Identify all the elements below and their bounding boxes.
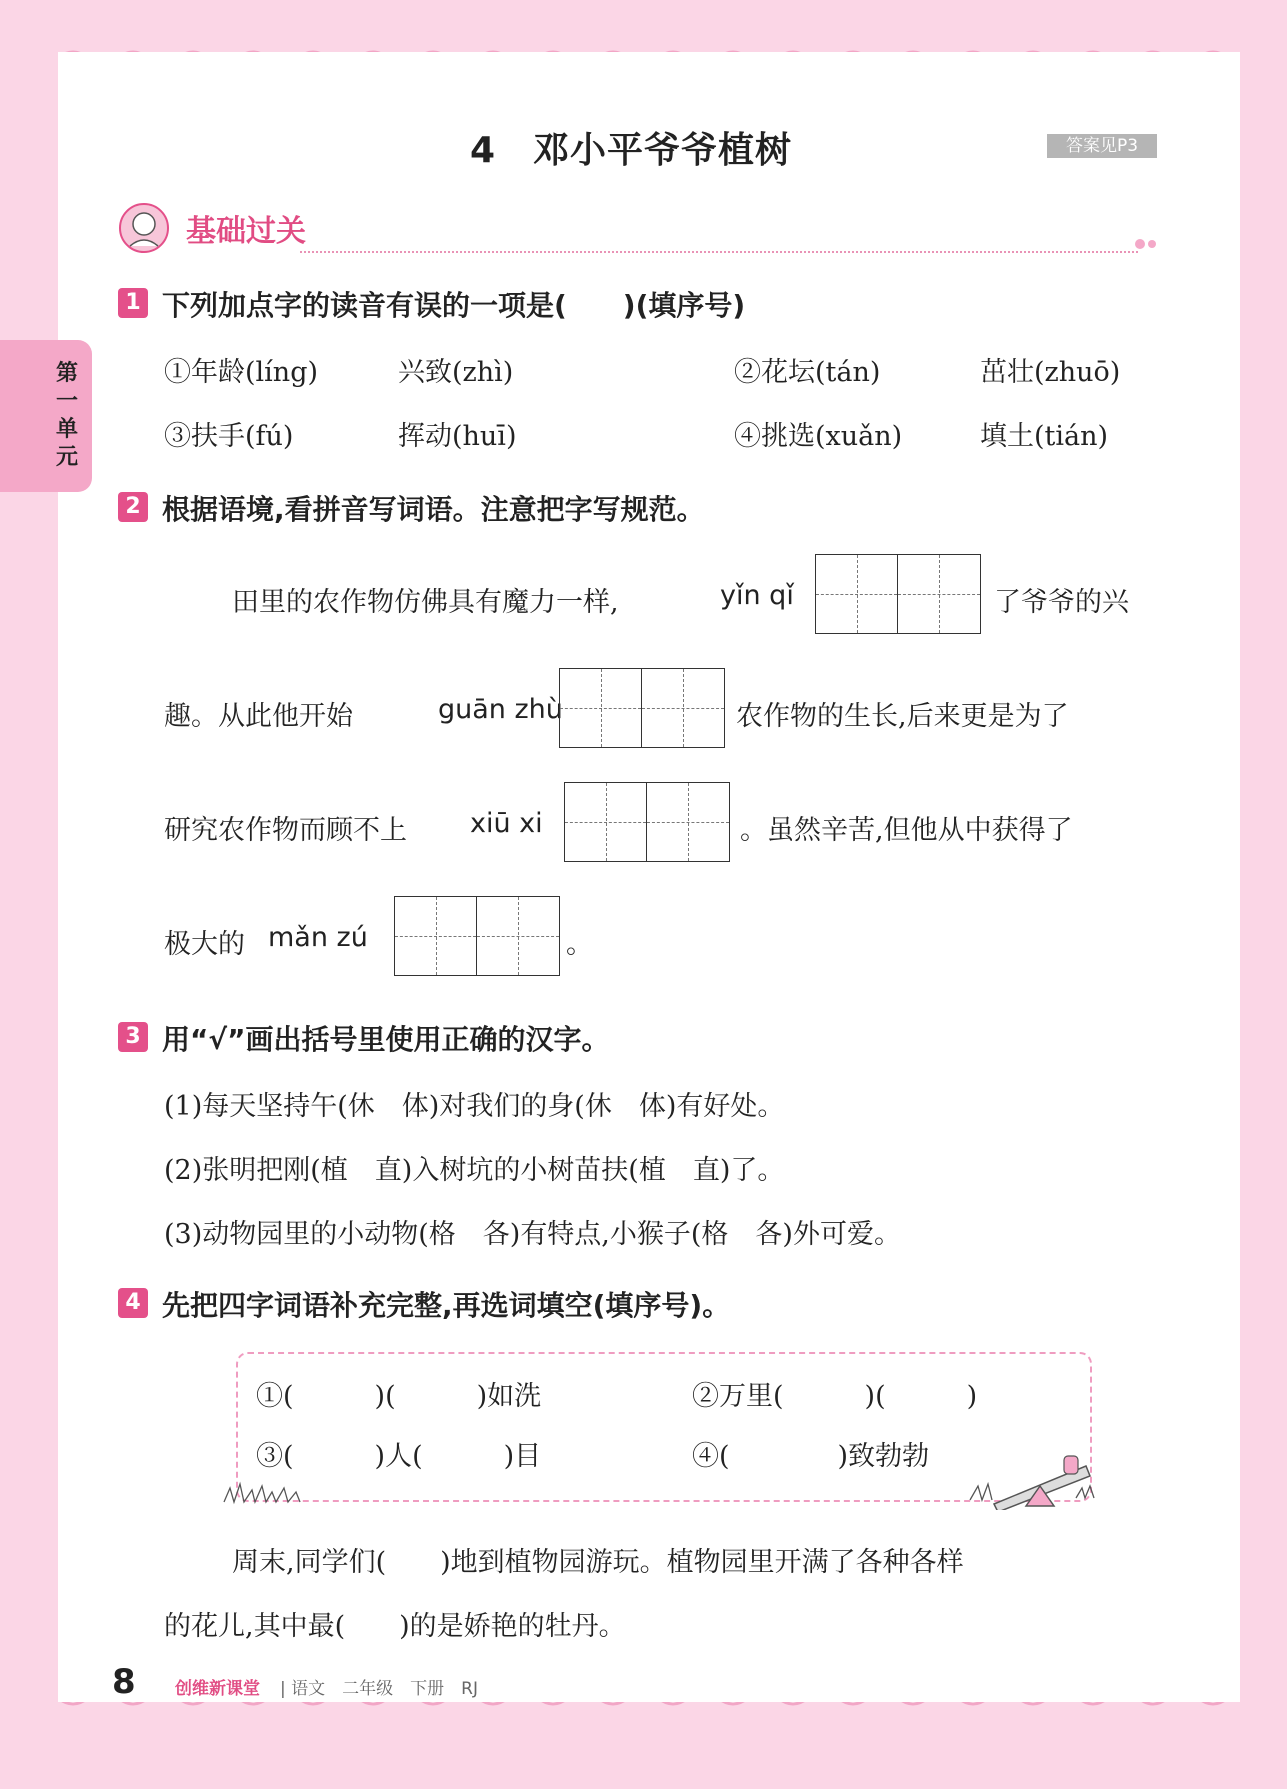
section-divider <box>300 251 1138 253</box>
q3-sentence-1: (1)每天坚持午(休 体)对我们的身(休 体)有好处。 <box>164 1091 785 1122</box>
q2-answer-grid-4[interactable] <box>394 896 560 976</box>
footer-book-info: | 语文 二年级 下册 RJ <box>280 1679 478 1699</box>
q1-option-4b: 填土(tián) <box>980 421 1109 452</box>
q2-line2-text: 趣。从此他开始 <box>164 701 353 732</box>
page-number: 8 <box>112 1662 136 1702</box>
q2-line4-text: 极大的 <box>164 929 245 960</box>
q2-answer-grid-3[interactable] <box>564 782 730 862</box>
q1-option-3a: ③扶手(fú) <box>164 421 294 452</box>
q1-option-1a: ①年龄(líng) <box>164 357 319 388</box>
q2-line1-text: 田里的农作物仿佛具有魔力一样, <box>232 587 619 618</box>
q4-passage-line-2: 的花儿,其中最( )的是娇艳的牡丹。 <box>164 1611 626 1642</box>
q2-line4-tail: 。 <box>566 929 593 960</box>
girl-mascot-icon <box>116 200 172 256</box>
q2-pinyin-3: xiū xi <box>470 808 543 839</box>
q2-pinyin-4: mǎn zú <box>268 922 368 953</box>
seesaw-icon <box>964 1448 1104 1510</box>
q1-option-2b: 茁壮(zhuō) <box>980 357 1121 388</box>
q2-answer-grid-2[interactable] <box>559 668 725 748</box>
footer-brand: 创维新课堂 <box>175 1679 260 1699</box>
q2-line3-text: 研究农作物而顾不上 <box>164 815 407 846</box>
question-1-prompt: 下列加点字的读音有误的一项是( )(填序号) <box>162 289 746 322</box>
q2-answer-grid-1[interactable] <box>815 554 981 634</box>
question-1-number: 1 <box>118 288 148 318</box>
q3-sentence-2: (2)张明把刚(植 直)入树坑的小树苗扶(植 直)了。 <box>164 1155 785 1186</box>
q2-line3-tail: 。虽然辛苦,但他从中获得了 <box>740 815 1073 846</box>
section-heading: 基础过关 <box>186 214 306 249</box>
q2-line2-tail: 农作物的生长,后来更是为了 <box>736 701 1069 732</box>
unit-label: 第一单元 <box>56 361 79 470</box>
lesson-title: 4 邓小平爷爷植树 <box>470 130 793 171</box>
dots-ornament-icon <box>1134 236 1160 252</box>
question-3-prompt: 用“√”画出括号里使用正确的汉字。 <box>162 1023 610 1056</box>
q4-word-4: ④( )致勃勃 <box>692 1441 930 1472</box>
q4-word-2: ②万里( )( ) <box>692 1381 978 1412</box>
question-4-prompt: 先把四字词语补充完整,再选词填空(填序号)。 <box>162 1289 731 1322</box>
question-3-number: 3 <box>118 1022 148 1052</box>
q2-pinyin-1: yǐn qǐ <box>720 580 794 611</box>
question-2-number: 2 <box>118 492 148 522</box>
q1-option-3b: 挥动(huī) <box>398 421 517 452</box>
q4-passage-line-1: 周末,同学们( )地到植物园游玩。植物园里开满了各种各样 <box>232 1547 964 1578</box>
answer-reference-tag: 答案见P3 <box>1047 134 1157 158</box>
question-4-number: 4 <box>118 1288 148 1318</box>
q1-option-4a: ④挑选(xuǎn) <box>734 421 903 452</box>
question-2-prompt: 根据语境,看拼音写词语。注意把字写规范。 <box>162 493 705 526</box>
q2-line1-tail: 了爷爷的兴 <box>994 587 1129 618</box>
unit-side-tab <box>0 340 92 492</box>
q2-pinyin-2: guān zhù <box>438 694 563 725</box>
q1-option-2a: ②花坛(tán) <box>734 357 881 388</box>
q4-word-3: ③( )人( )目 <box>256 1441 542 1472</box>
q4-word-1: ①( )( )如洗 <box>256 1381 542 1412</box>
grass-decoration-icon <box>222 1476 312 1506</box>
q3-sentence-3: (3)动物园里的小动物(格 各)有特点,小猴子(格 各)外可爱。 <box>164 1219 901 1250</box>
q1-option-1b: 兴致(zhì) <box>398 357 514 388</box>
